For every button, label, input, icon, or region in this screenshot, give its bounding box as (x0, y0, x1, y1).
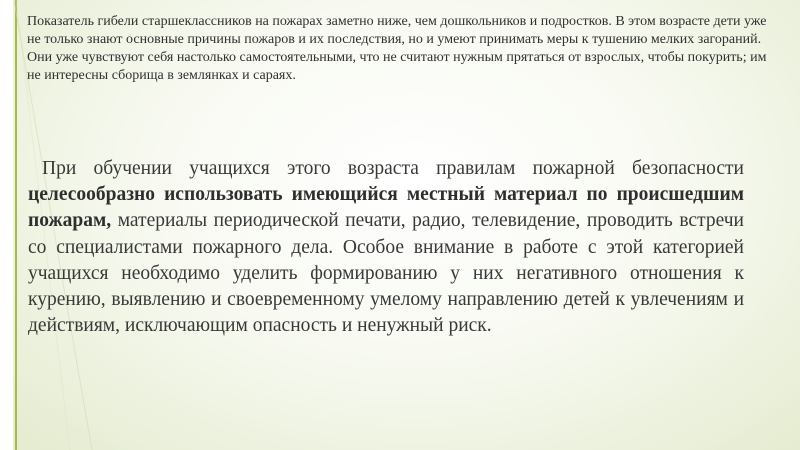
intro-paragraph: Показатель гибели старшеклассников на пожарах заметно ниже, чем дошкольников и подростков. В этом возрасте дети уже не только знают основные причины пожаров и их последствия, но и умеют принимать меры к тушению мелких загораний. Они уже чувствуют себя настолько самостоятельными, что не считают нужным прятаться от взрослых, чтобы покурить; им не интересны сборища в землянках и сараях. (27, 14, 767, 83)
main-paragraph-part2: материалы периодической печати, радио, телевидение, проводить встречи со специалистами пожарного дела. Особое внимание в работе с этой категорией учащихся необходимо уделить формированию у них негативного отношения к курению, выявлению и своевременному умелому направлению детей к увлечениям и действиям, исключающим опасность и ненужный риск. (28, 210, 744, 337)
main-paragraph-bold: целесообразно использовать имеющийся местный материал по происшедшим пожарам, (28, 184, 744, 232)
main-paragraph (28, 156, 744, 339)
main-paragraph-part1: При обучении учащихся этого возраста правилам пожарной безопасности (42, 158, 744, 179)
